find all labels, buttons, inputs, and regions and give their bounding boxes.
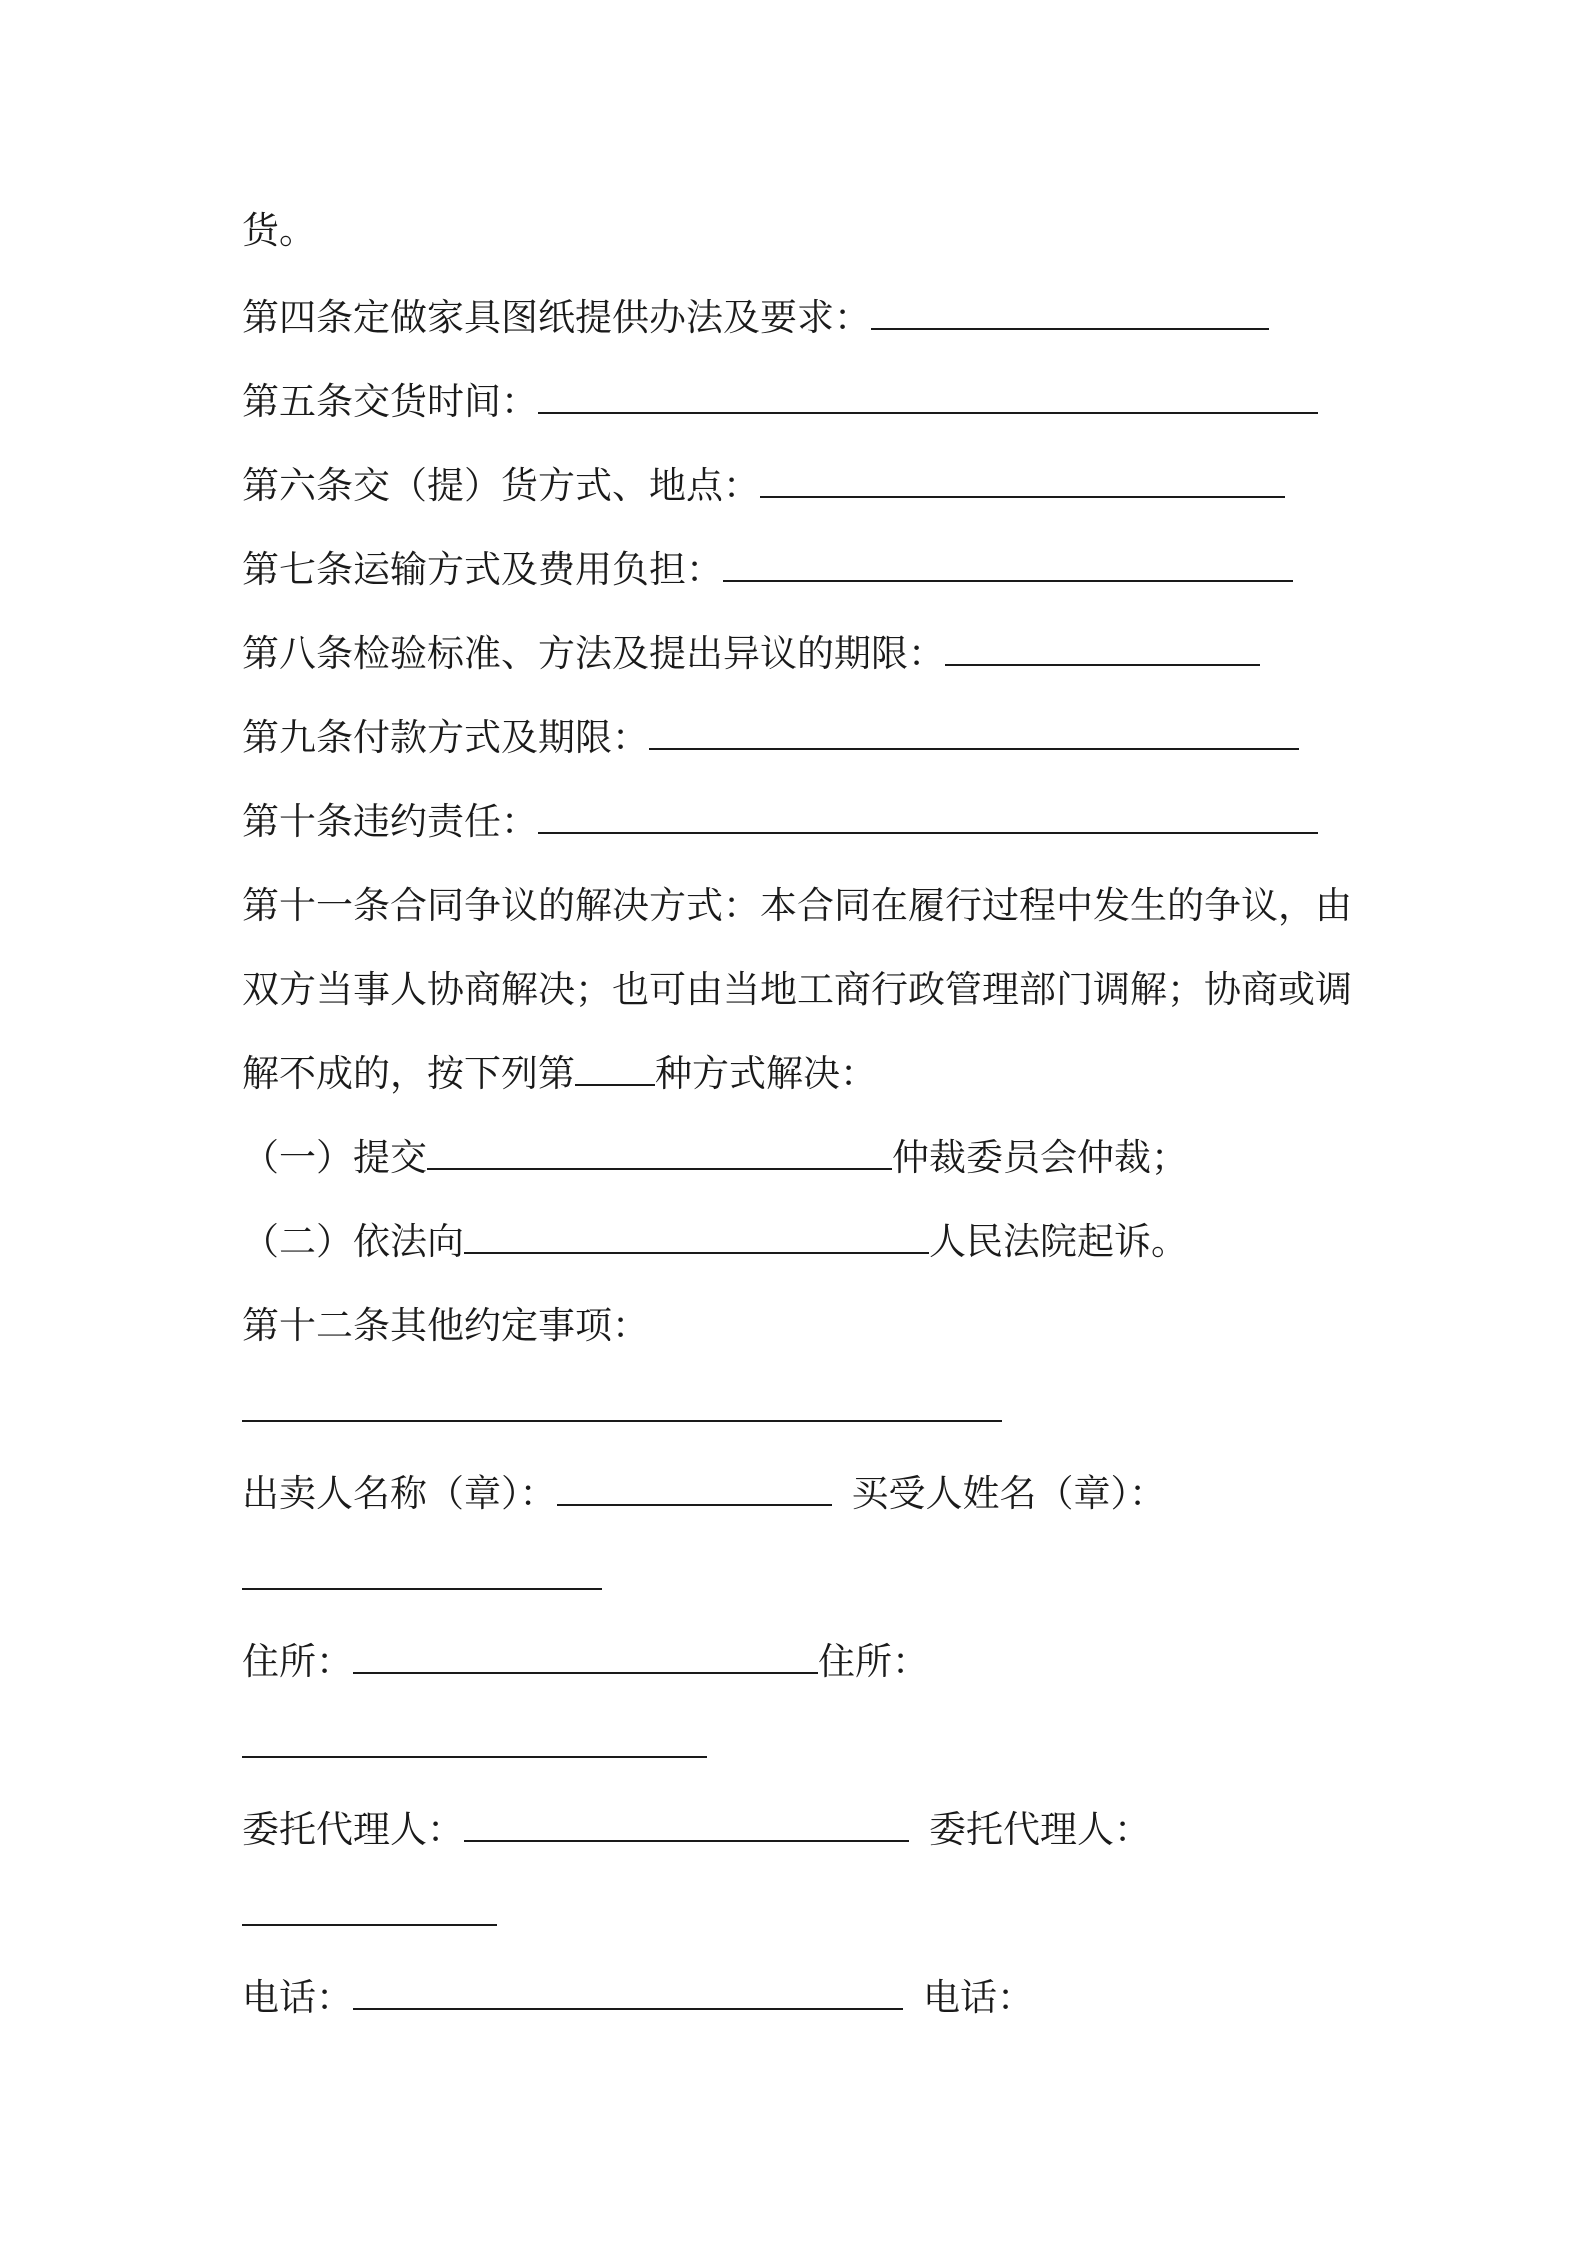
buyer-address-blank[interactable]: [242, 1722, 707, 1758]
clause-4: [242, 292, 1269, 344]
phone-row: [242, 1972, 1034, 2024]
other-terms-blank[interactable]: [242, 1386, 1002, 1422]
clause-4-label: 第四条定做家具图纸提供办法及要求：: [242, 296, 871, 339]
clause-8-blank[interactable]: [945, 630, 1260, 666]
clause-11-text-1: 第十一条合同争议的解决方式：本合同在履行过程中发生的争议，由: [242, 884, 1352, 927]
seller-phone-blank[interactable]: [353, 1974, 903, 2010]
clause-11-line-1: [242, 880, 1352, 932]
buyer-name-blank[interactable]: [242, 1554, 602, 1590]
clause-11-text-3a: 解不成的，按下列第: [242, 1052, 575, 1095]
clause-12-fill: [242, 1384, 1002, 1436]
party-names-row: [242, 1468, 1166, 1520]
seller-agent-label: 委托代理人：: [242, 1808, 464, 1851]
clause-5: [242, 376, 1318, 428]
option-2-suffix: 人民法院起诉。: [929, 1220, 1188, 1263]
clause-5-label: 第五条交货时间：: [242, 380, 538, 423]
clause-9-label: 第九条付款方式及期限：: [242, 716, 649, 759]
clause-6-label: 第六条交（提）货方式、地点：: [242, 464, 760, 507]
seller-address-blank[interactable]: [353, 1638, 818, 1674]
resolution-method-blank[interactable]: [575, 1050, 655, 1086]
buyer-address-label: 住所：: [818, 1640, 929, 1683]
address-row: [242, 1636, 929, 1688]
buyer-agent-fill: [242, 1888, 497, 1940]
option-2-prefix: （二）依法向: [242, 1220, 464, 1263]
clause-10-blank[interactable]: [538, 798, 1318, 834]
arbitration-committee-blank[interactable]: [427, 1134, 892, 1170]
clause-11-text-2: 双方当事人协商解决；也可由当地工商行政管理部门调解；协商或调: [242, 968, 1352, 1011]
seller-phone-label: 电话：: [242, 1976, 353, 2019]
buyer-name-fill: [242, 1552, 602, 1604]
clause-10-label: 第十条违约责任：: [242, 800, 538, 843]
clause-12-label: 第十二条其他约定事项：: [242, 1304, 649, 1347]
clause-6: [242, 460, 1285, 512]
seller-address-label: 住所：: [242, 1640, 353, 1683]
court-blank[interactable]: [464, 1218, 929, 1254]
buyer-agent-blank[interactable]: [242, 1890, 497, 1926]
buyer-phone-label: 电话：: [923, 1976, 1034, 2019]
clause-4-blank[interactable]: [871, 294, 1269, 330]
clause-9: [242, 712, 1299, 764]
clause-10: [242, 796, 1318, 848]
text-line: [242, 205, 316, 257]
clause-7-label: 第七条运输方式及费用负担：: [242, 548, 723, 591]
seller-name-label: 出卖人名称（章）：: [242, 1472, 557, 1515]
seller-agent-blank[interactable]: [464, 1806, 909, 1842]
agent-row: [242, 1804, 1151, 1856]
clause-11-line-3: [242, 1048, 877, 1100]
clause-12: [242, 1300, 649, 1352]
option-1-suffix: 仲裁委员会仲裁；: [892, 1136, 1188, 1179]
clause-7: [242, 544, 1293, 596]
clause-11-text-3b: 种方式解决：: [655, 1052, 877, 1095]
clause-continuation: 货。: [242, 209, 316, 252]
buyer-agent-label: 委托代理人：: [929, 1808, 1151, 1851]
clause-6-blank[interactable]: [760, 462, 1285, 498]
clause-5-blank[interactable]: [538, 378, 1318, 414]
option-lawsuit: [242, 1216, 1188, 1268]
clause-8-label: 第八条检验标准、方法及提出异议的期限：: [242, 632, 945, 675]
buyer-name-label: 买受人姓名（章）：: [851, 1472, 1166, 1515]
clause-8: [242, 628, 1260, 680]
clause-7-blank[interactable]: [723, 546, 1293, 582]
option-1-prefix: （一）提交: [242, 1136, 427, 1179]
option-arbitration: [242, 1132, 1188, 1184]
seller-name-blank[interactable]: [557, 1470, 832, 1506]
clause-9-blank[interactable]: [649, 714, 1299, 750]
clause-11-line-2: [242, 964, 1352, 1016]
buyer-address-fill: [242, 1720, 707, 1772]
